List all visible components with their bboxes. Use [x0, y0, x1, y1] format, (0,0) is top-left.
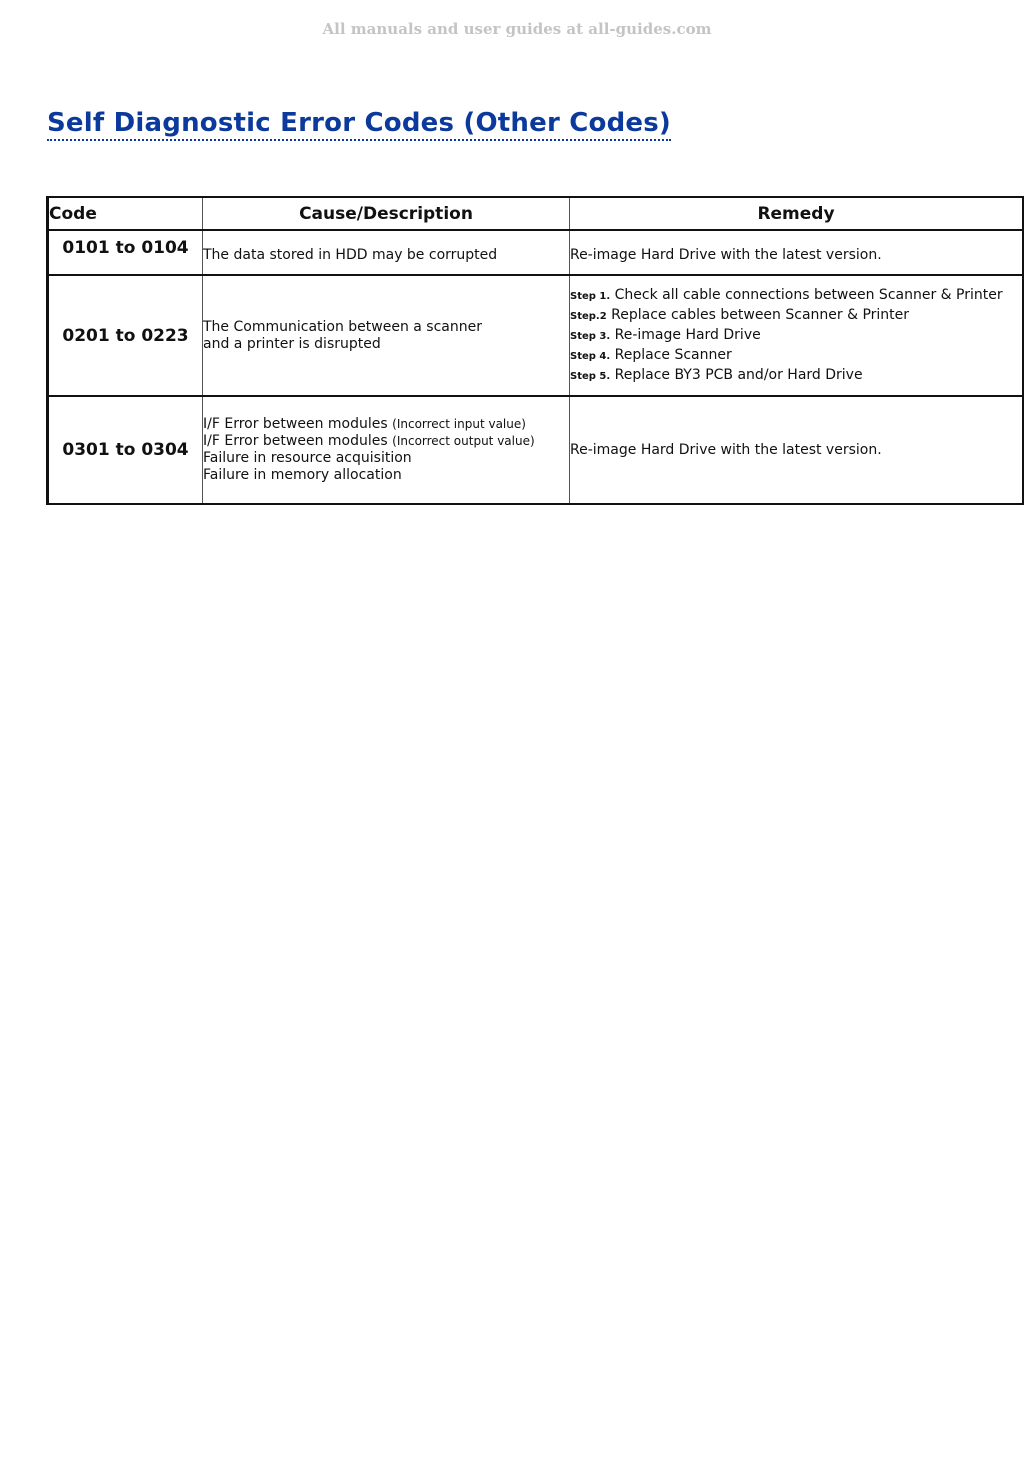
remedy-step	[570, 326, 1022, 346]
watermark: All manuals and user guides at all-guides.com	[322, 20, 712, 38]
remedy-step	[570, 346, 1022, 366]
remedy-step	[570, 286, 1022, 306]
cause-note: (Incorrect input value)	[392, 417, 526, 431]
error-code: 0301 to 0304	[48, 396, 203, 504]
step-text: Replace Scanner	[614, 346, 732, 363]
cause-text: I/F Error between modules	[203, 416, 388, 432]
table-row	[48, 396, 1024, 504]
page-title: Self Diagnostic Error Codes (Other Codes)	[47, 108, 671, 141]
cause-description	[203, 275, 570, 396]
step-label: Step 4.	[570, 350, 611, 362]
step-label: Step 5.	[570, 370, 611, 382]
remedy: Re-image Hard Drive with the latest version.	[570, 396, 1024, 504]
remedy: Re-image Hard Drive with the latest version.	[570, 230, 1024, 275]
cause-line: and a printer is disrupted	[203, 335, 381, 352]
cause-line	[203, 467, 569, 484]
step-text: Replace BY3 PCB and/or Hard Drive	[614, 366, 863, 383]
error-code: 0101 to 0104	[48, 230, 203, 275]
step-label: Step 1.	[570, 290, 611, 302]
remedy-step	[570, 366, 1022, 386]
table-header-row	[48, 197, 1024, 230]
remedy-steps	[570, 275, 1024, 396]
cause-text: I/F Error between modules	[203, 433, 388, 449]
error-code: 0201 to 0223	[48, 275, 203, 396]
header-code: Code	[48, 197, 203, 230]
cause-text: Failure in memory allocation	[203, 467, 402, 483]
cause-description	[203, 396, 570, 504]
step-text: Replace cables between Scanner & Printer	[611, 306, 910, 323]
cause-line: The Communication between a scanner	[203, 318, 482, 335]
step-text: Check all cable connections between Scanner & Printer	[614, 286, 1003, 303]
cause-note: (Incorrect output value)	[392, 434, 535, 448]
cause-line	[203, 450, 569, 467]
cause-line	[203, 416, 569, 433]
header-cause: Cause/Description	[203, 197, 570, 230]
step-label: Step 3.	[570, 330, 611, 342]
remedy-step	[570, 306, 1022, 326]
cause-description	[203, 230, 570, 275]
cause-line: The data stored in HDD may be corrupted	[203, 247, 498, 263]
header-remedy: Remedy	[570, 197, 1024, 230]
step-label: Step.2	[570, 310, 607, 322]
table-row	[48, 275, 1024, 396]
cause-line	[203, 433, 569, 450]
cause-text: Failure in resource acquisition	[203, 450, 412, 466]
error-code-table	[46, 196, 1024, 505]
table-row	[48, 230, 1024, 275]
step-text: Re-image Hard Drive	[614, 326, 761, 343]
